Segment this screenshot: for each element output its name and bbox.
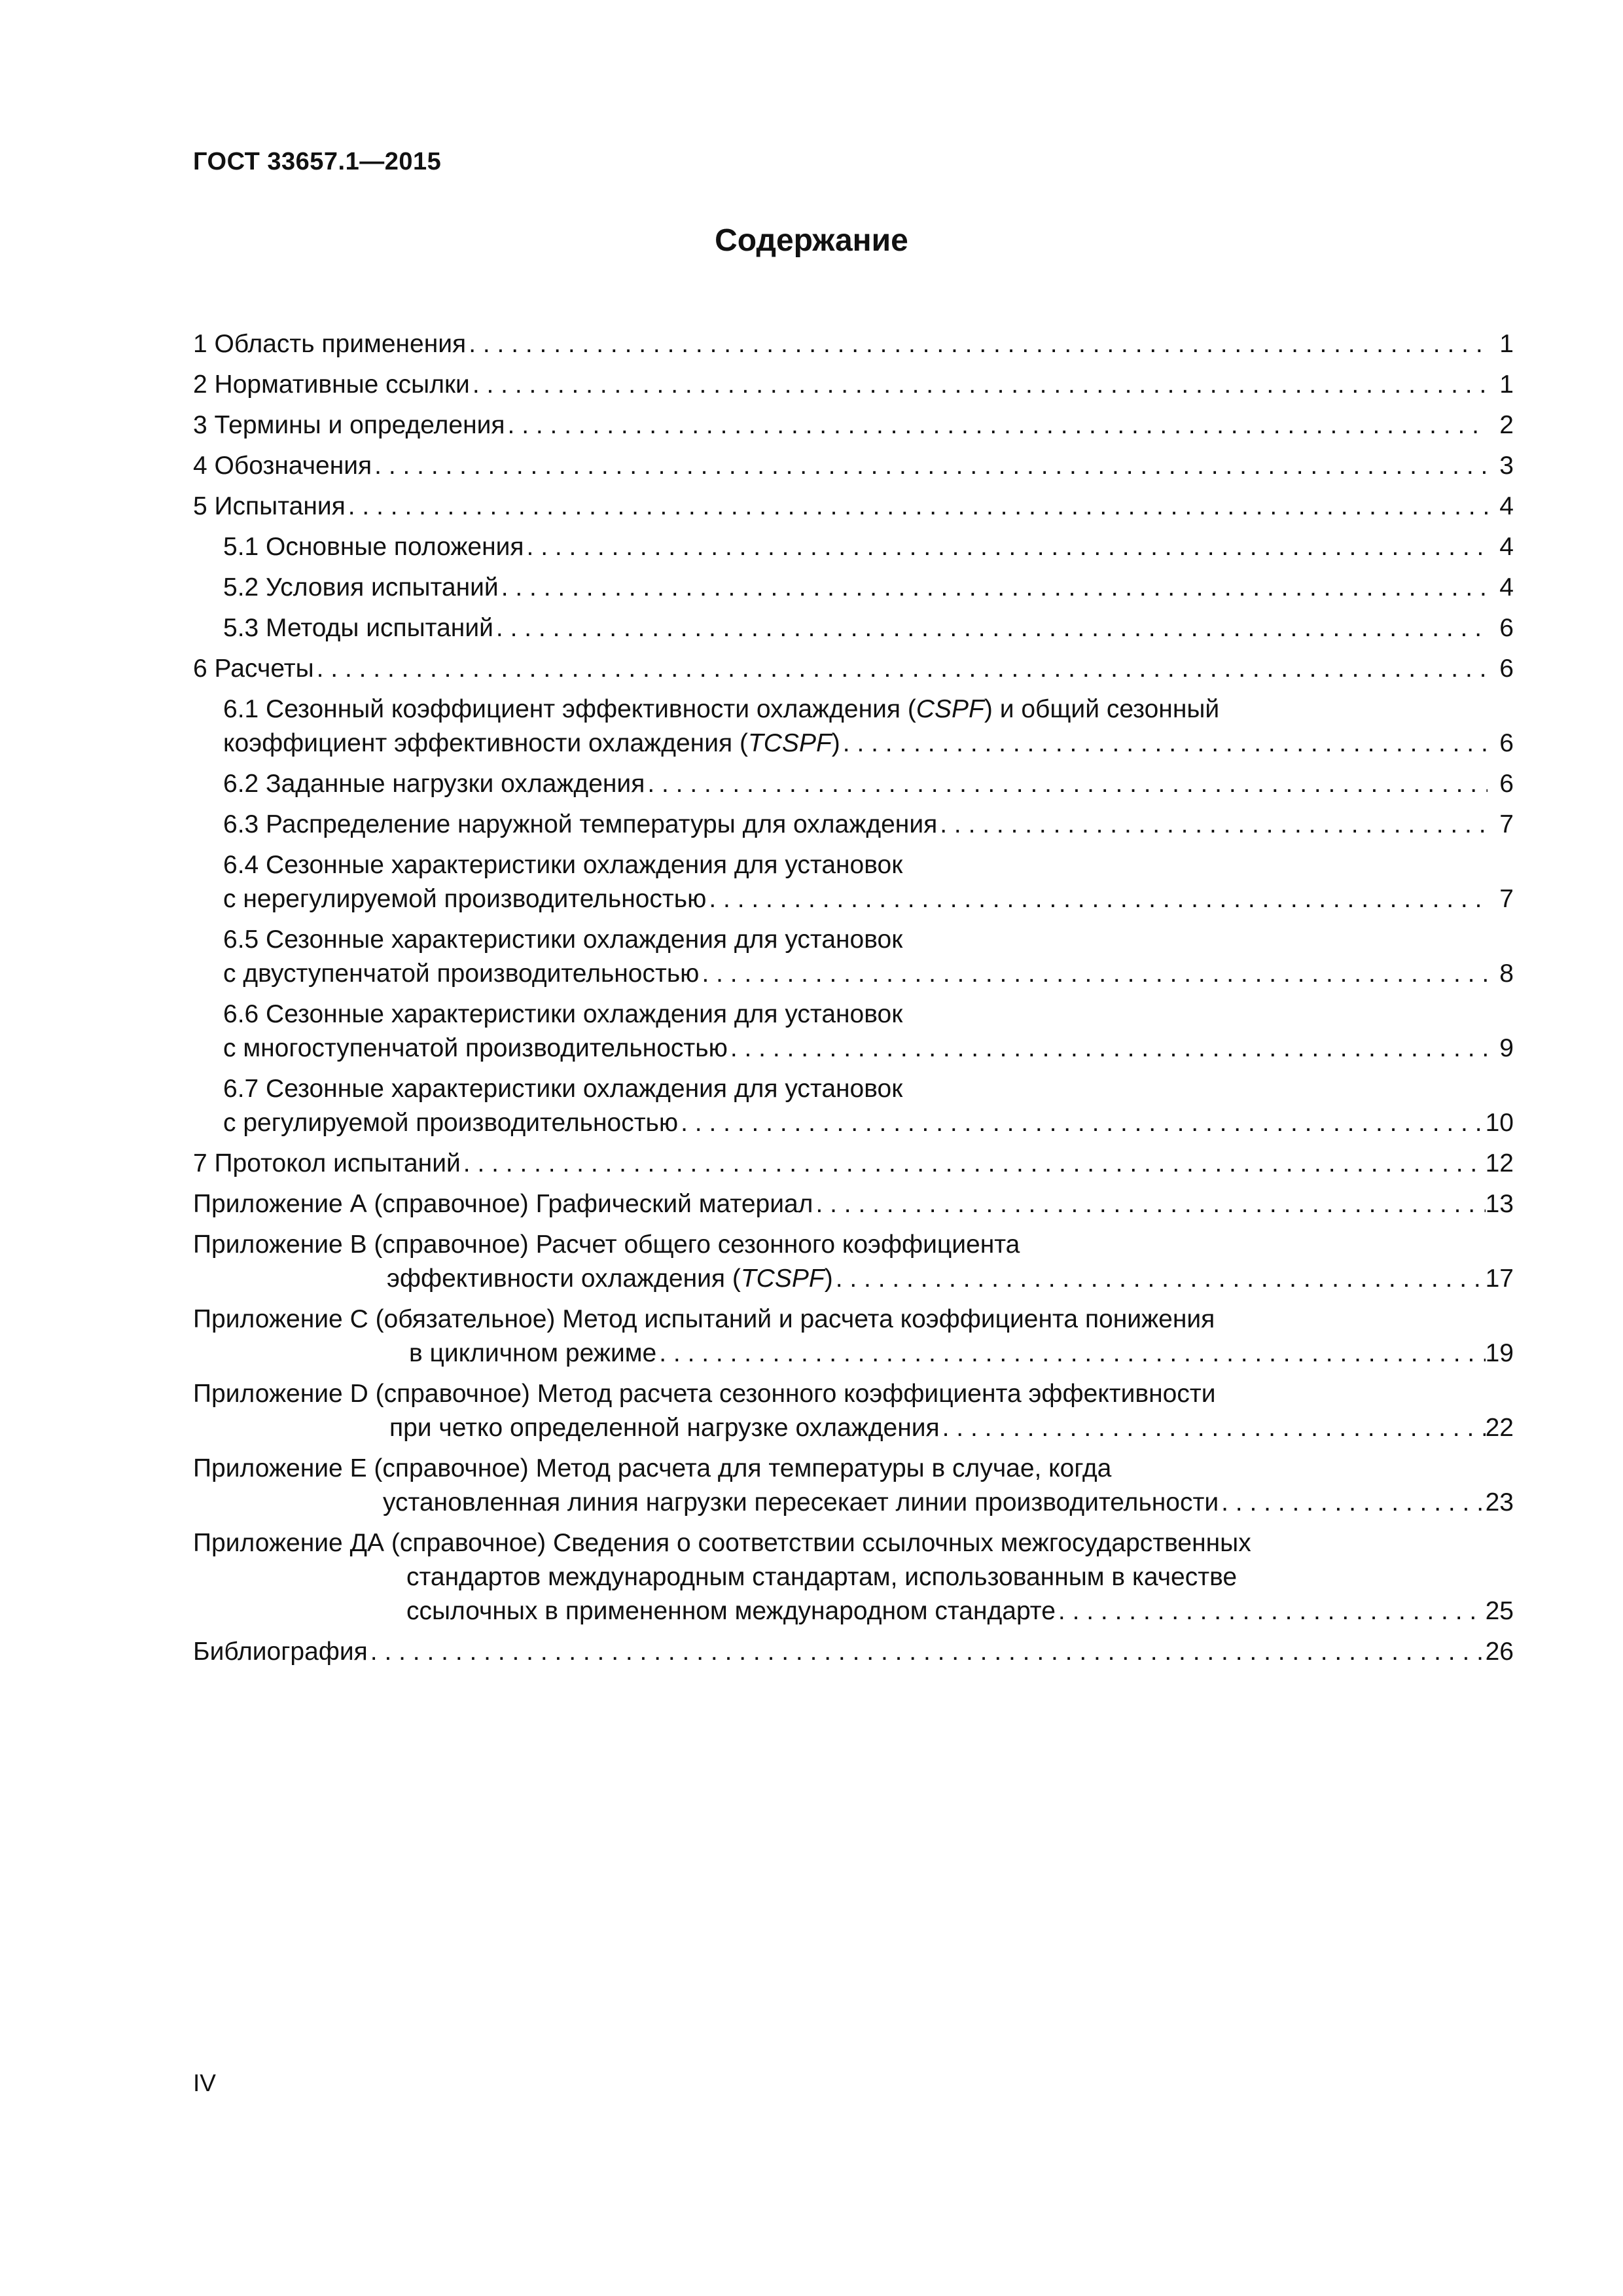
toc-entry[interactable] — [193, 1302, 1514, 1371]
toc-entry[interactable] — [193, 327, 1514, 361]
toc-entry-label-line-2: стандартов международным стандартам, использованным в качестве — [406, 1563, 1238, 1591]
dot-leader — [461, 1147, 1486, 1181]
toc-entry-label-line-3: ссылочных в примененном международном стандарте — [406, 1597, 1056, 1625]
toc-entry-label-line-1: Приложение ДА (справочное) Сведения о соответствии ссылочных межгосударственных — [193, 1529, 1251, 1557]
toc-entry-label: 5.2 Условия испытаний — [223, 573, 499, 601]
toc-entry-label-line-1: 6.1 Сезонный коэффициент эффективности охлаждения (CSPF) и общий сезонный — [223, 695, 1220, 723]
toc-entry-page: 3 — [1499, 452, 1514, 480]
toc-entry[interactable] — [193, 848, 1514, 916]
document-header: ГОСТ 33657.1—2015 — [193, 148, 442, 175]
toc-entry-page: 4 — [1499, 533, 1514, 561]
dot-leader — [728, 1031, 1488, 1066]
toc-entry-page: 6 — [1499, 770, 1514, 798]
toc-entry-label-line-2: с многоступенчатой производительностью — [223, 1034, 728, 1062]
dot-leader — [699, 957, 1488, 991]
toc-entry-page: 1 — [1499, 370, 1514, 399]
toc-entry-label-line-1: Приложение D (справочное) Метод расчета сезонного коэффициента эффективности — [193, 1380, 1216, 1408]
toc-entry-label: 6.2 Заданные нагрузки охлаждения — [223, 770, 645, 798]
toc-entry-page: 8 — [1499, 960, 1514, 988]
toc-entry-label: 4 Обозначения — [193, 452, 372, 480]
toc-entry[interactable] — [193, 1526, 1514, 1628]
dot-leader — [678, 1106, 1485, 1140]
toc-entry-page: 6 — [1499, 614, 1514, 642]
toc-entry-page: 23 — [1485, 1488, 1514, 1516]
toc-entry-label: Библиография — [193, 1638, 368, 1666]
toc-entry[interactable] — [193, 571, 1514, 605]
toc-entry-label-line-2: при четко определенной нагрузке охлаждения — [389, 1414, 940, 1442]
dot-leader — [466, 327, 1488, 361]
toc-entry-label: 6 Расчеты — [193, 655, 314, 683]
toc-entry-label-line-1: 6.4 Сезонные характеристики охлаждения для установок — [223, 851, 903, 879]
toc-entry-label: 5.1 Основные положения — [223, 533, 524, 561]
toc-entry-label-line-2: коэффициент эффективности охлаждения (TCSPF) — [223, 729, 840, 757]
toc-entry-label: 7 Протокол испытаний — [193, 1149, 461, 1177]
dot-leader — [1056, 1594, 1486, 1628]
dot-leader — [372, 449, 1488, 483]
dot-leader — [833, 1262, 1486, 1296]
toc-entry-label: Приложение А (справочное) Графический материал — [193, 1190, 813, 1218]
dot-leader — [493, 611, 1488, 645]
toc-entry[interactable] — [193, 1452, 1514, 1520]
toc-entry[interactable] — [193, 1147, 1514, 1181]
toc-entry-page: 17 — [1485, 1265, 1514, 1293]
toc-entry-page: 26 — [1485, 1638, 1514, 1666]
dot-leader — [706, 882, 1488, 916]
toc-entry[interactable] — [193, 611, 1514, 645]
dot-leader — [314, 652, 1488, 686]
toc-entry-label: 5 Испытания — [193, 492, 346, 520]
toc-entry[interactable] — [193, 449, 1514, 483]
toc-entry-label: 1 Область применения — [193, 330, 467, 358]
dot-leader — [346, 490, 1488, 524]
table-of-contents — [193, 327, 1514, 1676]
toc-entry-page: 22 — [1485, 1414, 1514, 1442]
toc-entry[interactable] — [193, 1635, 1514, 1669]
dot-leader — [813, 1187, 1485, 1221]
dot-leader — [470, 368, 1488, 402]
toc-entry-label-line-2: с регулируемой производительностью — [223, 1109, 679, 1137]
toc-entry[interactable] — [193, 692, 1514, 761]
toc-entry-page: 25 — [1485, 1597, 1514, 1625]
toc-entry-label-line-1: 6.5 Сезонные характеристики охлаждения для установок — [223, 925, 903, 954]
toc-entry-page: 7 — [1499, 810, 1514, 838]
toc-entry-label-line-2: эффективности охлаждения (TCSPF) — [387, 1265, 833, 1293]
toc-entry[interactable] — [193, 997, 1514, 1066]
toc-entry[interactable] — [193, 1187, 1514, 1221]
dot-leader — [940, 1411, 1486, 1445]
toc-entry[interactable] — [193, 1228, 1514, 1296]
toc-entry-label-line-2: с двуступенчатой производительностью — [223, 960, 700, 988]
dot-leader — [524, 530, 1488, 564]
dot-leader — [656, 1336, 1485, 1371]
toc-entry-label: 6.3 Распределение наружной температуры для охлаждения — [223, 810, 938, 838]
toc-entry-label: 5.3 Методы испытаний — [223, 614, 493, 642]
toc-entry-label-line-1: 6.6 Сезонные характеристики охлаждения для установок — [223, 1000, 903, 1028]
toc-entry-label-line-1: Приложение С (обязательное) Метод испытаний и расчета коэффициента понижения — [193, 1305, 1215, 1333]
toc-entry-label-line-1: Приложение В (справочное) Расчет общего сезонного коэффициента — [193, 1230, 1020, 1259]
dot-leader — [499, 571, 1488, 605]
toc-entry-label: 3 Термины и определения — [193, 411, 505, 439]
toc-entry-page: 12 — [1485, 1149, 1514, 1177]
dot-leader — [1219, 1486, 1485, 1520]
toc-entry[interactable] — [193, 490, 1514, 524]
toc-entry-label-line-2: с нерегулируемой производительностью — [223, 885, 707, 913]
toc-entry-label-line-1: 6.7 Сезонные характеристики охлаждения для установок — [223, 1075, 903, 1103]
toc-entry-page: 4 — [1499, 573, 1514, 601]
toc-entry-page: 1 — [1499, 330, 1514, 358]
dot-leader — [505, 408, 1488, 442]
page-number: IV — [193, 2070, 216, 2096]
toc-entry-page: 13 — [1485, 1190, 1514, 1218]
toc-entry-page: 6 — [1499, 655, 1514, 683]
toc-entry-page: 10 — [1485, 1109, 1514, 1137]
toc-entry[interactable] — [193, 368, 1514, 402]
dot-leader — [368, 1635, 1486, 1669]
toc-entry[interactable] — [193, 808, 1514, 842]
toc-entry[interactable] — [193, 923, 1514, 991]
toc-entry[interactable] — [193, 767, 1514, 801]
toc-entry-page: 9 — [1499, 1034, 1514, 1062]
dot-leader — [840, 726, 1488, 761]
toc-entry-page: 4 — [1499, 492, 1514, 520]
toc-entry[interactable] — [193, 530, 1514, 564]
toc-entry-page: 2 — [1499, 411, 1514, 439]
dot-leader — [645, 767, 1488, 801]
page-title: Содержание — [715, 223, 908, 258]
toc-entry-label-line-1: Приложение Е (справочное) Метод расчета для температуры в случае, когда — [193, 1454, 1112, 1482]
toc-entry-label: 2 Нормативные ссылки — [193, 370, 470, 399]
toc-entry[interactable] — [193, 652, 1514, 686]
toc-entry-label-line-2: установленная линия нагрузки пересекает линии производительности — [383, 1488, 1219, 1516]
toc-entry-page: 19 — [1485, 1339, 1514, 1367]
dot-leader — [937, 808, 1488, 842]
toc-entry-page: 6 — [1499, 729, 1514, 757]
toc-entry-label-line-2: в цикличном режиме — [409, 1339, 657, 1367]
toc-entry[interactable] — [193, 1377, 1514, 1445]
toc-entry-page: 7 — [1499, 885, 1514, 913]
toc-entry[interactable] — [193, 408, 1514, 442]
toc-entry[interactable] — [193, 1072, 1514, 1140]
